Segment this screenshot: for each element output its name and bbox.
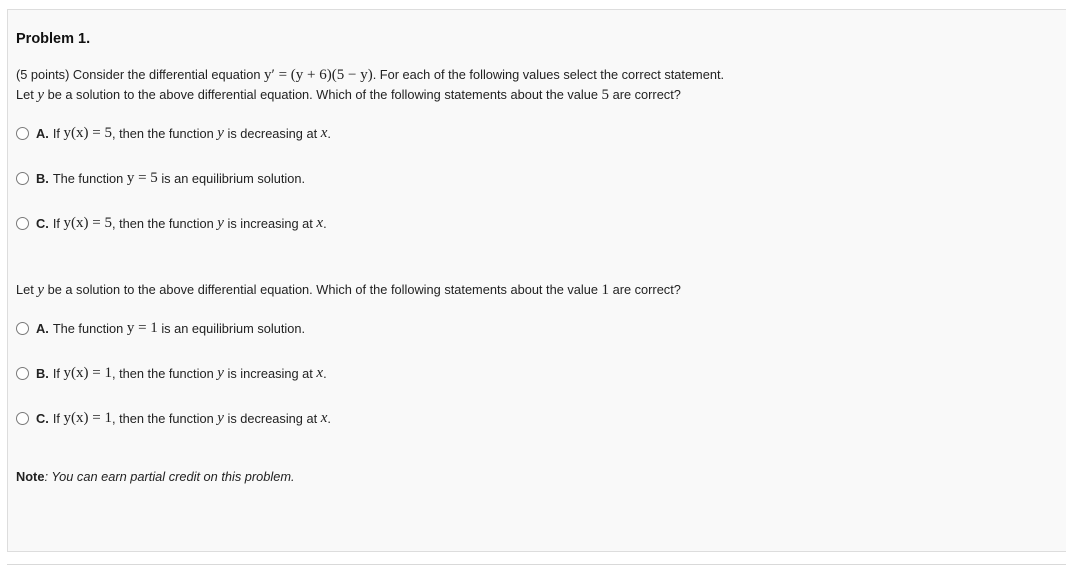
part1-question: Let y be a solution to the above differential equation. Which of the following statements about the value 5 are correct? — [16, 87, 681, 103]
radio-button[interactable] — [16, 322, 29, 335]
differential-equation: y′ = (y + 6)(5 − y) — [264, 67, 373, 83]
part1-option-a[interactable]: A. If y(x) = 5 , then the function y is decreasing at x . — [16, 125, 331, 142]
radio-button[interactable] — [16, 172, 29, 185]
part2-option-a[interactable]: A. The function y = 1 is an equilibrium solution. — [16, 320, 305, 337]
divider — [7, 564, 1066, 565]
note: Note: You can earn partial credit on this problem. — [16, 469, 295, 484]
part2-question: Let y be a solution to the above differential equation. Which of the following statements about the value 1 are correct? — [16, 282, 681, 298]
radio-button[interactable] — [16, 127, 29, 140]
radio-button[interactable] — [16, 217, 29, 230]
radio-button[interactable] — [16, 367, 29, 380]
problem-title: Problem 1. — [16, 31, 91, 47]
problem-intro: (5 points) Consider the differential equation y′ = (y + 6)(5 − y). For each of the following values select the correct statement. — [16, 67, 725, 83]
radio-button[interactable] — [16, 412, 29, 425]
problem-card — [7, 9, 1066, 552]
part1-option-c[interactable]: C. If y(x) = 5 , then the function y is increasing at x . — [16, 215, 327, 232]
part1-option-b[interactable]: B. The function y = 5 is an equilibrium solution. — [16, 170, 305, 187]
part2-option-b[interactable]: B. If y(x) = 1 , then the function y is increasing at x . — [16, 365, 327, 382]
part2-option-c[interactable]: C. If y(x) = 1 , then the function y is decreasing at x . — [16, 410, 331, 427]
